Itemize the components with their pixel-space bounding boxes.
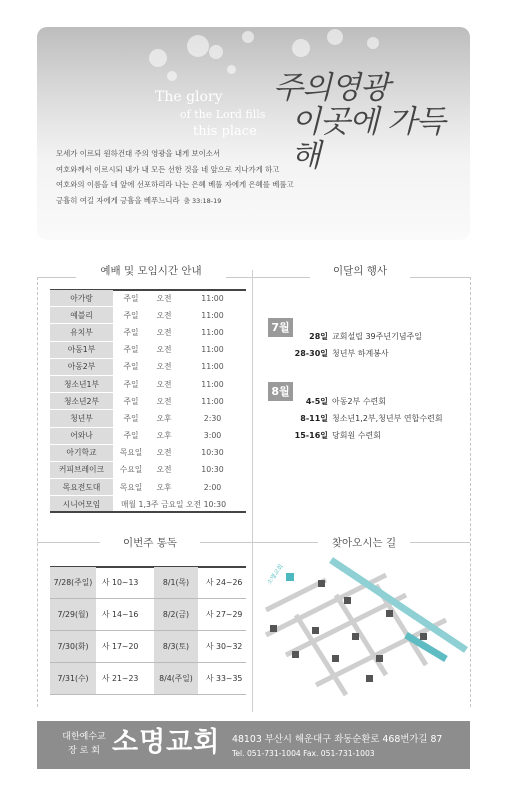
schedule-ampm: 오전 xyxy=(149,341,179,358)
schedule-row xyxy=(50,444,246,461)
schedule-day: 주일 xyxy=(113,393,149,410)
schedule-time: 11:00 xyxy=(179,324,246,341)
reading-date: 7/30(화) xyxy=(50,631,96,663)
schedule-time: 2:00 xyxy=(179,479,246,496)
schedule-day: 목요일 xyxy=(113,479,149,496)
schedule-time: 3:00 xyxy=(179,427,246,444)
verse-line: 여호와의 이름을 네 앞에 선포하리라 나는 은혜 베풀 자에게 은혜를 베풀고 xyxy=(56,180,294,189)
english-line: of the Lord fills xyxy=(180,108,266,121)
reading-range: 사 14~16 xyxy=(96,599,154,631)
church-phone: Tel. 051-731-1004 Fax. 051-731-1003 xyxy=(232,749,375,758)
event-text: 당회원 수련회 xyxy=(332,431,381,440)
schedule-row xyxy=(50,427,246,444)
event-date: 15-16일 xyxy=(294,431,328,440)
reading-row xyxy=(50,567,246,599)
korean-title-line1: 주의영광 xyxy=(273,70,389,106)
schedule-time: 11:00 xyxy=(179,307,246,324)
schedule-name: 커피브레이크 xyxy=(50,461,113,478)
schedule-day: 주일 xyxy=(113,290,149,307)
schedule-time: 11:00 xyxy=(179,341,246,358)
schedule-ampm: 오전 xyxy=(149,444,179,461)
event-text: 아동2부 수련회 xyxy=(332,397,387,406)
verse-line: 여호와께서 이르시되 내가 내 모든 선한 것을 네 앞으로 지나가게 하고 xyxy=(56,164,280,174)
schedule-name: 유치부 xyxy=(50,324,113,341)
schedule-name: 청소년1부 xyxy=(50,375,113,392)
event-text: 청소년1,2부,청년부 연합수련회 xyxy=(332,414,443,423)
month-badge: 7월 xyxy=(268,318,293,337)
reading-date: 8/3(토) xyxy=(154,631,198,663)
bokeh-decoration xyxy=(242,31,254,43)
schedule-name: 아기학교 xyxy=(50,444,113,461)
schedule-row xyxy=(50,324,246,341)
month-badge: 8월 xyxy=(268,382,293,401)
schedule-time: 2:30 xyxy=(179,410,246,427)
schedule-name: 청소년2부 xyxy=(50,393,113,410)
event-date: 28일 xyxy=(309,332,328,341)
schedule-row xyxy=(50,479,246,496)
schedule-row xyxy=(50,341,246,358)
schedule-time: 10:30 xyxy=(179,444,246,461)
events-title: 이달의 행사 xyxy=(310,264,410,278)
schedule-row xyxy=(50,375,246,392)
church-address: 48103 부산시 해운대구 좌동순환로 468번가길 87 xyxy=(232,734,443,745)
schedule-table xyxy=(50,290,246,513)
schedule-time: 11:00 xyxy=(179,358,246,375)
location-map xyxy=(256,555,468,705)
schedule-name: 어와나 xyxy=(50,427,113,444)
reading-row xyxy=(50,599,246,631)
bokeh-decoration xyxy=(367,37,379,49)
schedule-ampm: 오전 xyxy=(149,358,179,375)
reading-date: 7/28(주일) xyxy=(50,567,96,599)
schedule-row xyxy=(50,307,246,324)
schedule-title: 예배 및 모임시간 안내 xyxy=(76,264,226,278)
reading-date: 8/2(금) xyxy=(154,599,198,631)
right-dashed-border xyxy=(470,277,471,707)
schedule-day: 주일 xyxy=(113,375,149,392)
korean-title-line2: 이곳에 가득해 xyxy=(291,104,445,174)
schedule-row xyxy=(50,358,246,375)
schedule-ampm: 오전 xyxy=(149,393,179,410)
schedule-ampm: 오전 xyxy=(149,461,179,478)
column-divider xyxy=(252,270,253,542)
verse-reference: 출 33:18-19 xyxy=(183,196,222,205)
schedule-day: 주일 xyxy=(113,341,149,358)
schedule-name: 청년부 xyxy=(50,410,113,427)
verse-line xyxy=(56,193,436,210)
reading-date: 8/4(주일) xyxy=(154,663,198,695)
bible-verse xyxy=(56,146,436,209)
schedule-day: 주일 xyxy=(113,410,149,427)
schedule-ampm: 오후 xyxy=(149,479,179,496)
reading-range: 사 21~23 xyxy=(96,663,154,695)
map-title: 찾아오시는 길 xyxy=(318,536,410,550)
reading-date: 7/29(월) xyxy=(50,599,96,631)
schedule-day: 수요일 xyxy=(113,461,149,478)
schedule-name: 아동1부 xyxy=(50,341,113,358)
reading-range: 사 33~35 xyxy=(198,663,246,695)
church-marker-icon xyxy=(286,573,294,581)
schedule-note: 매월 1,3주 금요일 오전 10:30 xyxy=(113,496,246,513)
event-item xyxy=(268,348,389,359)
denomination xyxy=(57,730,111,758)
reading-date: 7/31(수) xyxy=(50,663,96,695)
reading-row xyxy=(50,663,246,695)
verse-text: 긍휼히 여길 자에게 긍휼을 베푸느니라 xyxy=(56,195,180,205)
reading-range: 사 27~29 xyxy=(198,599,246,631)
schedule-row xyxy=(50,393,246,410)
schedule-ampm: 오전 xyxy=(149,307,179,324)
bokeh-decoration xyxy=(292,39,310,57)
footer xyxy=(37,721,470,769)
reading-table xyxy=(50,567,246,695)
event-date: 28-30일 xyxy=(294,349,328,358)
event-item xyxy=(268,413,443,424)
reading-row xyxy=(50,631,246,663)
event-date: 8-11일 xyxy=(300,414,328,423)
verse-line: 모세가 이르되 원하건대 주의 영광을 내게 보이소서 xyxy=(56,149,221,158)
schedule-day: 주일 xyxy=(113,307,149,324)
schedule-name: 목요전도대 xyxy=(50,479,113,496)
schedule-ampm: 오후 xyxy=(149,427,179,444)
event-item xyxy=(268,430,381,441)
schedule-ampm: 오전 xyxy=(149,375,179,392)
subway-route xyxy=(331,560,466,650)
reading-title: 이번주 통독 xyxy=(100,536,200,550)
church-name: 소명교회 xyxy=(112,727,221,758)
bokeh-decoration xyxy=(209,45,223,59)
denomination-line: 대한예수교 xyxy=(62,732,106,742)
event-text: 교회설립 39주년기념주일 xyxy=(332,332,423,341)
bokeh-decoration xyxy=(167,71,177,81)
schedule-row xyxy=(50,290,246,307)
schedule-row xyxy=(50,461,246,478)
reading-range: 사 24~26 xyxy=(198,567,246,599)
schedule-day: 주일 xyxy=(113,358,149,375)
left-dashed-border xyxy=(37,277,38,707)
schedule-time: 11:00 xyxy=(179,393,246,410)
table-rule xyxy=(50,511,246,513)
bokeh-decoration xyxy=(327,29,343,45)
event-item xyxy=(268,396,386,407)
schedule-name: 예블리 xyxy=(50,307,113,324)
event-item xyxy=(268,331,422,342)
schedule-name: 아가랑 xyxy=(50,290,113,307)
schedule-ampm: 오전 xyxy=(149,324,179,341)
denomination-line: 장 로 회 xyxy=(68,746,100,756)
schedule-time: 11:00 xyxy=(179,290,246,307)
bokeh-decoration xyxy=(187,35,209,57)
reading-date: 8/1(목) xyxy=(154,567,198,599)
schedule-day: 주일 xyxy=(113,427,149,444)
bokeh-decoration xyxy=(149,49,167,67)
schedule-name: 아동2부 xyxy=(50,358,113,375)
event-text: 청년부 하계봉사 xyxy=(332,349,389,358)
schedule-day: 주일 xyxy=(113,324,149,341)
schedule-row xyxy=(50,410,246,427)
schedule-time: 10:30 xyxy=(179,461,246,478)
bokeh-decoration xyxy=(227,65,236,74)
english-line: this place xyxy=(193,124,257,139)
column-divider xyxy=(252,542,253,712)
schedule-ampm: 오전 xyxy=(149,290,179,307)
english-line: The glory xyxy=(155,89,223,105)
reading-range: 사 17~20 xyxy=(96,631,154,663)
church-map-label: 소명교회 xyxy=(265,563,285,587)
schedule-name: 시니어모임 xyxy=(50,496,113,513)
event-date: 4-5일 xyxy=(305,397,328,406)
schedule-time: 11:00 xyxy=(179,375,246,392)
schedule-ampm: 오후 xyxy=(149,410,179,427)
reading-range: 사 10~13 xyxy=(96,567,154,599)
schedule-day: 목요일 xyxy=(113,444,149,461)
reading-range: 사 30~32 xyxy=(198,631,246,663)
